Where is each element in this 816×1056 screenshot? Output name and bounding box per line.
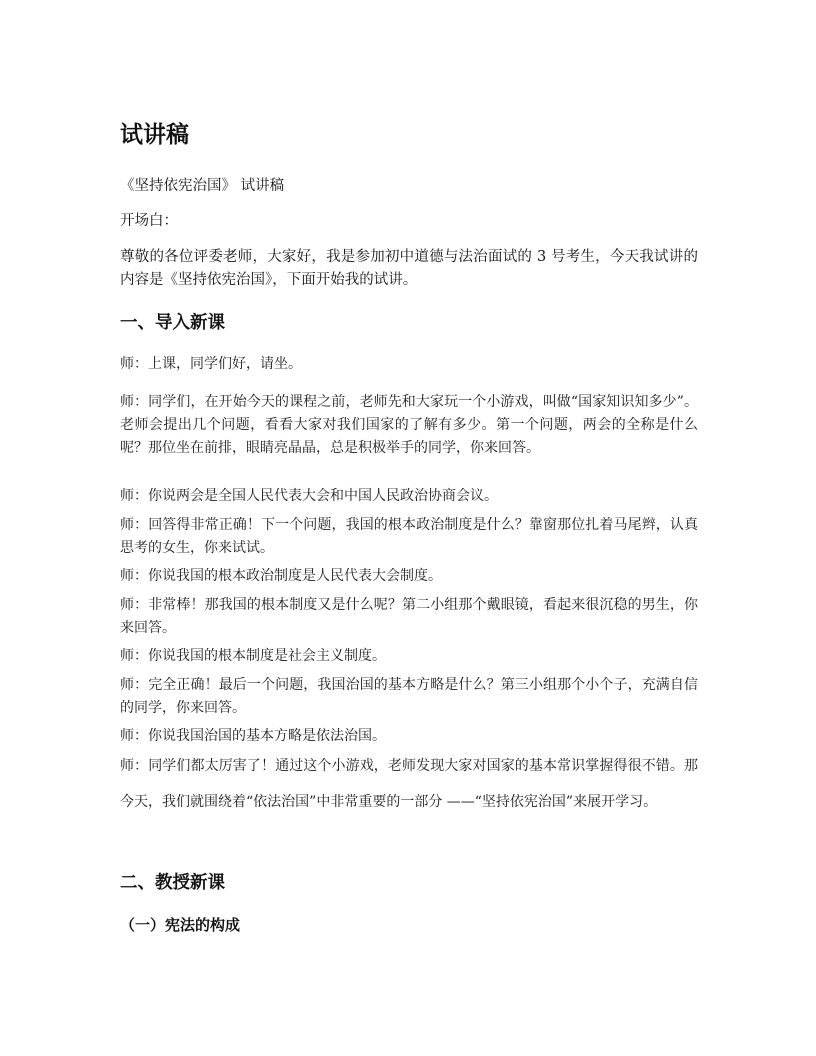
dialogue-paragraph: 师：同学们，在开始今天的课程之前，老师先和大家玩一个小游戏，叫做“国家知识知多少”。老师会提出几个问题，看看大家对我们国家的了解有多少。第一个问题，两会的全称是什么呢？那位坐在前排，眼睛亮晶晶，总是积极举手的同学，你来回答。 — [120, 394, 698, 456]
dialogue-paragraph: 师：你说我国的根本制度是社会主义制度。 — [120, 648, 386, 664]
dialogue-paragraph: 师：上课，同学们好，请坐。 — [120, 356, 302, 372]
dialogue-paragraph: 师：同学们都太厉害了！通过这个小游戏，老师发现大家对国家的基本常识掌握得很不错。那今天，我们就围绕着“依法治国”中非常重要的一部分 ——“坚持依宪治国”来展开学习。 — [120, 758, 698, 810]
page-title: 试讲稿 — [120, 122, 189, 148]
dialogue-paragraph: 师：你说我国治国的基本方略是依法治国。 — [120, 728, 386, 744]
dialogue-paragraph: 师：你说我国的根本政治制度是人民代表大会制度。 — [120, 568, 442, 584]
opening-label: 开场白： — [120, 213, 178, 229]
section-heading-intro: 一、导入新课 — [120, 313, 225, 333]
dialogue-paragraph: 师：回答得非常正确！下一个问题，我国的根本政治制度是什么？靠窗那位扎着马尾辫，认真思考的女生，你来试试。 — [120, 517, 698, 556]
dialogue-paragraph: 师：非常棒！那我国的根本制度又是什么呢？第二小组那个戴眼镜，看起来很沉稳的男生，你来回答。 — [120, 597, 698, 636]
subsection-heading: （一）宪法的构成 — [120, 916, 241, 934]
dialogue-paragraph: 师：你说两会是全国人民代表大会和中国人民政治协商会议。 — [120, 488, 498, 504]
document-subtitle: 《坚持依宪治国》 试讲稿 — [120, 178, 285, 194]
section-heading-teaching: 二、教授新课 — [120, 873, 225, 893]
intro-paragraph: 尊敬的各位评委老师，大家好，我是参加初中道德与法治面试的 3 号考生，今天我试讲的内容是《坚持依宪治国》，下面开始我的试讲。 — [120, 249, 698, 288]
dialogue-paragraph: 师：完全正确！最后一个问题，我国治国的基本方略是什么？第三小组那个小个子，充满自信的同学，你来回答。 — [120, 677, 698, 716]
